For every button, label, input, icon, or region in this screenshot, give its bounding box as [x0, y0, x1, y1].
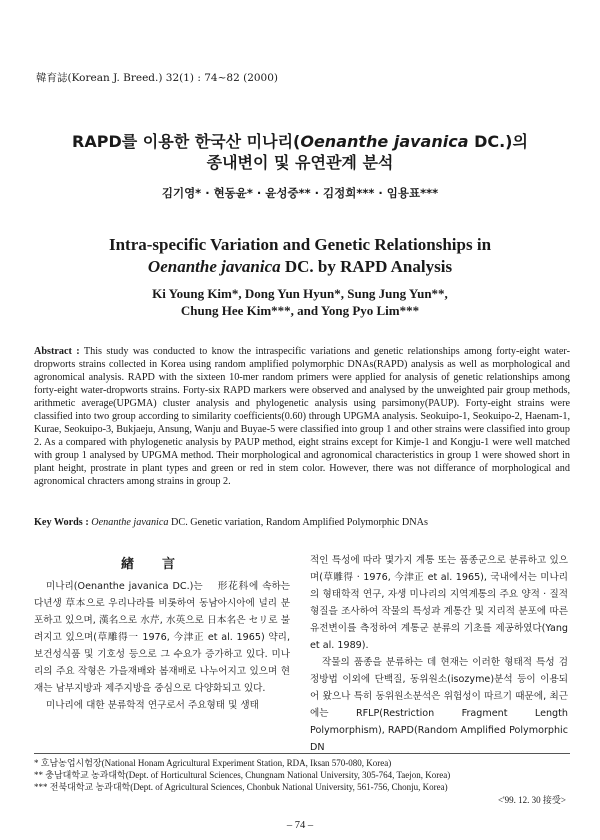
- english-authors-line1: Ki Young Kim*, Dong Yun Hyun*, Sung Jung Yun**,: [152, 286, 448, 301]
- footnote-2: ** 충남대학교 농과대학(Dept. of Horticultural Sciences, Chungnam National University, 305-764, Taejon, Korea): [34, 770, 451, 780]
- english-authors-line2: Chung Hee Kim***, and Yong Pyo Lim***: [180, 303, 420, 318]
- keywords-rest: DC. Genetic variation, Random Amplified Polymorphic DNAs: [168, 517, 428, 528]
- english-title-line1: Intra-specific Variation and Genetic Relationships in: [108, 235, 492, 254]
- keywords: [34, 517, 570, 528]
- left-paragraph-2: 미나리에 대한 분류학적 연구로서 주요형태 및 생태: [46, 700, 259, 711]
- received-date: <'99. 12. 30 接受>: [497, 795, 566, 805]
- left-column: [34, 578, 290, 714]
- journal-citation: 韓育誌(Korean J. Breed.) 32(1) : 74~82 (2000): [36, 72, 279, 84]
- footnote-1: * 호남농업시험장(National Honam Agricultural Experiment Station, RDA, Iksan 570-080, Korea): [34, 758, 392, 768]
- korean-title-part: DC.)의: [468, 132, 528, 151]
- left-paragraph-1: 미나리(Oenanthe javanica DC.)는 形花科에 속하는 다년생 草本으로 우리나라를 비롯하여 동남아시아에 널리 분포하고 있으며, 漢名으로 水芹, 水英으로 日本名은 セリ로 불려지고 있으며(草雕得一 1976, 今津正 et al. 1965) 약리, 보건성식품 및 기호성 등으로 그 수요가 증가하고 있다. 미나리의 주요 작형은 가을재배와 봄재배로 나누어지고 있으며 현재는 남부지방과 제주지방을 중심으로 다양화되고 있다.: [34, 581, 290, 694]
- footnote-divider: [34, 753, 570, 754]
- abstract-label: Abstract :: [34, 346, 80, 357]
- keywords-label: Key Words :: [34, 517, 89, 528]
- korean-title-part: RAPD를 이용한 한국산 미나리(: [72, 132, 301, 151]
- english-title-line2: [0, 256, 600, 278]
- right-paragraph-2: 작물의 품종을 분류하는 데 현재는 이러한 형태적 특성 검정방법 이외에 단백질, 동위원소(isozyme)분석 등이 이용되어 왔으나 특히 동위원소분석은 위험성이 따르기 때문에, 최근에는 RFLP(Restriction Fragment Length Polymorphism), RAPD(Random Amplified Polymorphic DN: [310, 657, 568, 753]
- english-title-species: Oenanthe javanica: [147, 257, 281, 276]
- abstract-text: This study was conducted to know the intraspecific variations and genetic relationships among forty-eight water-dropworts strains collected in Korea using random amplified polymorphic DNAs(RAPD) analysis as well as morphological and agronomical analysis. RAPD with the sixteen 10-mer random primers were applied for analysis of genetic relationships among forty-eight water-dropworts strains. Forty-six RAPD markers were observed and analysed by the unweighted pair group methods, arithmetic average(UPGMA) cluster analysis and phylogenetic analysis using parsimony(PAUP). Forty-eight strains were classified into two group according to similarity coefficients(0.60) through UPGMA analysis. Seokuipo-1, Seokuipo-2, Haenam-1, Kurae, Seokuipo-3, Bukjaeju, Ansung, Wanju and Buyae-5 were classified into group 1 and other strains were classified into group 2. As a compared with phylogenetic analysis by PAUP method, eight strains except for Kimje-1 and Kongju-1 were well matched with group 1 analysed by UPGMA method. Their morphological and agronomical characteristics in group 1 were showed short in plant height, prostrate in plant types and green or red in stem color. However, there was not differance of morphological and agronomical chracters among strains in group 2.: [34, 346, 570, 488]
- korean-title-species: Oenanthe javanica: [300, 132, 469, 151]
- right-paragraph-1: 적인 특성에 따라 몇가지 계통 또는 품종군으로 분류하고 있으며(草雕得 · 1976, 今津正 et al. 1965), 국내에서는 미나리의 형태학적 연구, 자생 미나리의 지역계통의 주요 양적 · 질적형질을 조사하여 작물의 특성과 계통간 및 지리적 분포에 따른 유전변이를 측정하여 계통군 분류의 기초를 제공하였다(Yang et al. 1989).: [310, 555, 568, 651]
- right-column: [310, 552, 568, 756]
- english-title-rest: DC. by RAPD Analysis: [280, 257, 453, 276]
- section-heading: 緖言: [120, 557, 203, 572]
- korean-title-line1: [0, 131, 600, 153]
- keywords-species: Oenanthe javanica: [91, 517, 169, 528]
- footnote-3: *** 전북대학교 농과대학(Dept. of Agricultural Sciences, Chonbuk National University, 561-756, Chonju, Korea): [34, 782, 448, 792]
- abstract: [34, 345, 570, 489]
- korean-authors: 김기영* · 현동윤* · 윤성중** · 김정희*** · 임용표***: [161, 186, 439, 200]
- page-number: – 74 –: [286, 820, 314, 831]
- korean-title-line2: 종내변이 및 유연관계 분석: [206, 153, 394, 172]
